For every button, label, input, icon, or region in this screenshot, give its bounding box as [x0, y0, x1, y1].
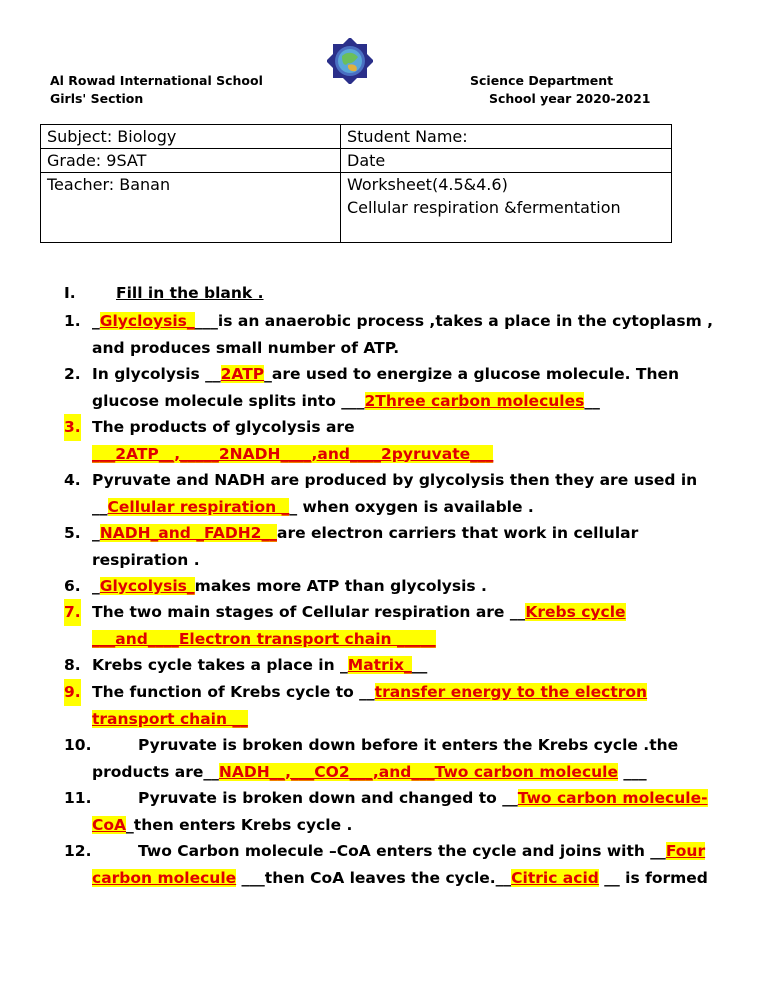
question-number: 10. [64, 736, 92, 754]
section-title [64, 284, 264, 302]
worksheet-info-table [40, 124, 672, 243]
question-9: 9. The function of Krebs cycle to __transfer energy to the electron transport chain __ [64, 679, 734, 732]
grade-cell: Grade: 9SAT [41, 149, 341, 173]
worksheet-topic: Cellular respiration &fermentation [347, 198, 621, 217]
department-name: Science Department [470, 73, 614, 88]
subject-cell: Subject: Biology [41, 125, 341, 149]
question-2: 2. In glycolysis __2ATP_are used to energize a glucose molecule. Then glucose molecule splits into ___2Three carbon molecules__ [64, 361, 734, 414]
question-number: 11. [64, 789, 92, 807]
worksheet-cell [341, 173, 672, 243]
answer-highlight: Cellular respiration _ [107, 497, 290, 516]
question-number: 3. [64, 414, 81, 441]
school-name: Al Rowad International School [50, 73, 263, 88]
question-3: 3. The products of glycolysis are ___2ATP__,_____2NADH____,and____2pyruvate___ [64, 414, 734, 467]
question-11: 11. Pyruvate is broken down and changed to __Two carbon molecule-CoA_then enters Krebs cycle . [64, 785, 734, 838]
question-number: 2. [64, 365, 81, 383]
question-number: 8. [64, 656, 81, 674]
answer-highlight: transfer energy to the electron transport chain __ [92, 683, 648, 728]
question-10: 10. Pyruvate is broken down before it enters the Krebs cycle .the products are__NADH__,___CO2___,and___Two carbon molecule ___ [64, 732, 734, 785]
school-logo-icon [327, 38, 373, 84]
question-number: 12. [64, 842, 92, 860]
student-name-cell: Student Name: [341, 125, 672, 149]
question-12: 12. Two Carbon molecule –CoA enters the cycle and joins with __Four carbon molecule ___then CoA leaves the cycle.__Citric acid __ is formed [64, 838, 734, 891]
answer-highlight: Glycloysis_ [99, 312, 195, 330]
question-5: 5. _NADH_and _FADH2__are electron carriers that work in cellular respiration . [64, 520, 734, 573]
answer-highlight: 2ATP [220, 365, 265, 383]
answer-highlight: Citric acid [511, 868, 599, 887]
question-6: 6. _Glycolysis_makes more ATP than glycolysis . [64, 573, 734, 600]
question-7: 7. The two main stages of Cellular respiration are __Krebs cycle ___and____Electron transport chain _____ [64, 599, 734, 652]
answer-highlight: Four carbon molecule [92, 842, 706, 887]
answer-highlight: ___2ATP__,_____2NADH____,and____2pyruvate___ [92, 444, 494, 463]
question-number: 7. [64, 599, 81, 626]
question-number: 5. [64, 524, 81, 542]
question-4: 4. Pyruvate and NADH are produced by glycolysis then they are used in __Cellular respiration __ when oxygen is available . [64, 467, 734, 520]
date-cell: Date [341, 149, 672, 173]
school-year: School year 2020-2021 [489, 91, 651, 106]
teacher-cell: Teacher: Banan [41, 173, 341, 243]
worksheet-title: Worksheet(4.5&4.6) [347, 175, 508, 194]
answer-highlight: Krebs cycle ___and____Electron transport chain _____ [92, 603, 626, 648]
section-number: I. [64, 284, 76, 302]
answer-highlight: NADH__,___CO2___,and___Two carbon molecule [218, 762, 618, 781]
answer-highlight: Glycolysis_ [99, 577, 195, 595]
question-1: 1. _Glycloysis____is an anaerobic process ,takes a place in the cytoplasm , and produces small number of ATP. [64, 308, 734, 361]
school-section: Girls' Section [50, 91, 144, 106]
question-number: 1. [64, 312, 81, 330]
question-number: 9. [64, 679, 81, 706]
section-heading: Fill in the blank . [116, 284, 264, 302]
answer-highlight: Two carbon molecule-CoA [92, 789, 708, 834]
question-number: 4. [64, 471, 81, 489]
question-8: 8. Krebs cycle takes a place in _Matrix___ [64, 652, 734, 679]
answer-highlight: Matrix_ [347, 656, 412, 674]
question-number: 6. [64, 577, 81, 595]
answer-highlight: 2Three carbon molecules [364, 391, 585, 410]
answer-highlight: NADH_and _FADH2__ [99, 524, 277, 542]
